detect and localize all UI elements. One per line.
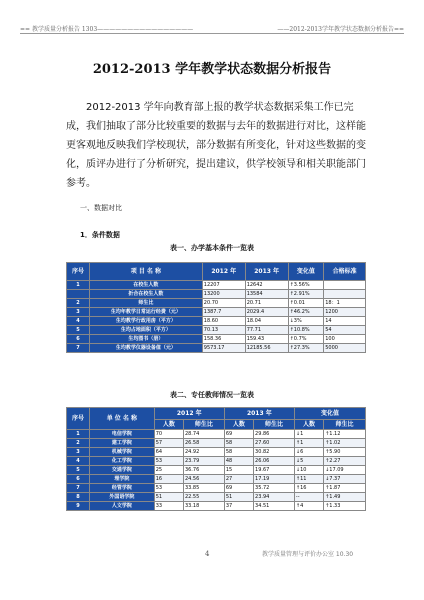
table-row (67, 439, 366, 448)
table-cell: 20.71 (245, 299, 288, 308)
table-cell: ↑0.01 (288, 299, 324, 308)
table-row (67, 344, 366, 353)
table-cell: 158.36 (202, 335, 245, 344)
table-cell: ↑1.87 (324, 484, 366, 493)
table-cell: 27.60 (254, 439, 295, 448)
table-cell: 23.94 (254, 493, 295, 502)
table-cell: 70 (154, 430, 183, 439)
table-header-row (67, 263, 366, 281)
sub-header: 人数 (154, 420, 183, 430)
table-cell: 26.06 (254, 457, 295, 466)
table-cell: 29.86 (254, 430, 295, 439)
table-cell: ↑46.2% (288, 308, 324, 317)
table-cell: ↑0.7% (288, 335, 324, 344)
table-cell: ↑11 (294, 475, 323, 484)
table-cell: 69 (224, 484, 253, 493)
table-cell: 64 (154, 448, 183, 457)
table-cell: 2029.4 (245, 308, 288, 317)
row-number-cell (67, 290, 90, 299)
table-cell: 14 (324, 317, 366, 326)
table-row (67, 335, 366, 344)
table-row (67, 484, 366, 493)
row-label-cell: 经管学院 (90, 484, 155, 493)
section-heading: 一、数据对比 (80, 204, 122, 212)
table-row (67, 457, 366, 466)
table-cell (324, 290, 366, 299)
table-cell: 77.71 (245, 326, 288, 335)
table-cell: ↓10 (294, 466, 323, 475)
table-row (67, 290, 366, 299)
table-cell: 5000 (324, 344, 366, 353)
table-cell: 9573.17 (202, 344, 245, 353)
page-title: 2012-2013 学年教学状态数据分析报告 (92, 62, 332, 77)
row-label-cell: 化工学院 (90, 457, 155, 466)
table-cell: 20.70 (202, 299, 245, 308)
table-cell: 19.67 (254, 466, 295, 475)
col-header: 序号 (67, 263, 90, 281)
table-cell: ↑4 (294, 502, 323, 511)
table-cell: 18.60 (202, 317, 245, 326)
table-cell: ↓5 (294, 457, 323, 466)
row-label-cell: 外国语学院 (90, 493, 155, 502)
page-header (20, 24, 404, 34)
footer-text: 教学质量管理与评价办公室 10.30 (262, 551, 354, 558)
table-cell: 58 (224, 448, 253, 457)
header-right: ——2012-2013学年教学状态数据分析报告== (277, 26, 404, 33)
header-left: == 教学质量分析报告 1303———————————————— (20, 26, 194, 33)
table-cell: 37 (224, 502, 253, 511)
intro-paragraph: 2012-2013 学年向教育部上报的教学状态数据采集工作已完成，我们抽取了部分比较重要的数据与去年的数据进行对比，这样能更客观地反映我们学校现状，部分数据有所变化，针对这些数据的变化，质评办进行了分析研究，提出建议，供学校领导和相关职能部门参考。 (66, 102, 366, 189)
table-row (67, 502, 366, 511)
row-label-cell: 师生比 (90, 299, 203, 308)
col-header: 2012 年 (154, 408, 224, 420)
table-cell: ↑10.8% (288, 326, 324, 335)
table-cell: 28.74 (183, 430, 224, 439)
table-cell: 22.55 (183, 493, 224, 502)
table-cell: 100 (324, 335, 366, 344)
table-cell: 36.76 (183, 466, 224, 475)
table-cell: 57 (154, 439, 183, 448)
table-cell: 23.79 (183, 457, 224, 466)
row-label-cell: 机械学院 (90, 448, 155, 457)
row-number-cell: 5 (67, 466, 90, 475)
table-cell: 26.58 (183, 439, 224, 448)
table-cell: 54 (324, 326, 366, 335)
table-cell: ↑16 (294, 484, 323, 493)
table-cell: 27 (224, 475, 253, 484)
table-cell: 15 (224, 466, 253, 475)
table-cell: 48 (224, 457, 253, 466)
row-number-cell: 7 (67, 344, 90, 353)
table-cell: 69 (224, 430, 253, 439)
table-cell: 16 (154, 475, 183, 484)
row-label-cell: 建工学院 (90, 439, 155, 448)
col-header: 2013 年 (224, 408, 294, 420)
row-label-cell: 交通学院 (90, 466, 155, 475)
row-number-cell: 2 (67, 299, 90, 308)
table-cell: ↑1 (294, 439, 323, 448)
table-cell: 17.19 (254, 475, 295, 484)
sub-header: 人数 (224, 420, 253, 430)
col-header: 序号 (67, 408, 90, 430)
col-header: 变化值 (294, 408, 365, 420)
table-cell: ↑1.33 (324, 502, 366, 511)
table-cell: ↑2.91% (288, 290, 324, 299)
table-row (67, 299, 366, 308)
table1-body (67, 281, 366, 353)
conditions-table (66, 262, 366, 353)
row-number-cell: 4 (67, 457, 90, 466)
table-cell: ↓7.37 (324, 475, 366, 484)
teachers-table (66, 407, 366, 511)
table-cell: ↓17.09 (324, 466, 366, 475)
row-label-cell: 生均教学行政用房（平方） (90, 317, 203, 326)
table-row (67, 475, 366, 484)
table-cell: 34.51 (254, 502, 295, 511)
table-cell: 13584 (245, 290, 288, 299)
table-cell: 1200 (324, 308, 366, 317)
row-label-cell: 生均图书（册） (90, 335, 203, 344)
table-cell: 33.18 (183, 502, 224, 511)
table-cell: 159.43 (245, 335, 288, 344)
col-header: 项 目 名 称 (90, 263, 203, 281)
table-row (67, 493, 366, 502)
row-number-cell: 1 (67, 430, 90, 439)
table-cell: ↑1.02 (324, 439, 366, 448)
table-cell: 51 (154, 493, 183, 502)
row-label-cell: 生均占地面积（平方） (90, 326, 203, 335)
table-cell: ↑5.90 (324, 448, 366, 457)
table-row (67, 317, 366, 326)
table-cell: 53 (154, 484, 183, 493)
table-header-row (67, 408, 366, 420)
col-header: 2012 年 (202, 263, 245, 281)
table-cell: ↑1.49 (324, 493, 366, 502)
table-cell: 70.13 (202, 326, 245, 335)
row-number-cell: 6 (67, 335, 90, 344)
col-header: 变化值 (288, 263, 324, 281)
row-number-cell: 7 (67, 484, 90, 493)
table-cell: 30.82 (254, 448, 295, 457)
table-row (67, 308, 366, 317)
table-cell: 12207 (202, 281, 245, 290)
table-cell: 35.72 (254, 484, 295, 493)
sub-header: 人数 (294, 420, 323, 430)
row-number-cell: 3 (67, 448, 90, 457)
table-cell: 13200 (202, 290, 245, 299)
table-cell: 33 (154, 502, 183, 511)
row-label-cell: 电信学院 (90, 430, 155, 439)
row-label-cell: 折合在校生人数 (90, 290, 203, 299)
table-cell: ↑1.12 (324, 430, 366, 439)
sub-header: 师生比 (183, 420, 224, 430)
table-cell: 33.85 (183, 484, 224, 493)
table-row (67, 466, 366, 475)
row-number-cell: 8 (67, 493, 90, 502)
sub-header: 师生比 (324, 420, 366, 430)
table-cell: ↑27.3% (288, 344, 324, 353)
row-number-cell: 4 (67, 317, 90, 326)
row-number-cell: 9 (67, 502, 90, 511)
row-number-cell: 1 (67, 281, 90, 290)
table1-caption: 表一、办学基本条件一览表 (170, 244, 254, 252)
table-row (67, 281, 366, 290)
table-cell: ↓6 (294, 448, 323, 457)
page-number: 4 (205, 550, 210, 558)
row-label-cell: 理学院 (90, 475, 155, 484)
table-cell: ↑2.27 (324, 457, 366, 466)
table-cell: -- (294, 493, 323, 502)
subsection-heading: 1．条件数据 (80, 231, 120, 239)
table-cell: ↑3.56% (288, 281, 324, 290)
table-cell: 51 (224, 493, 253, 502)
table-cell: ↓3% (288, 317, 324, 326)
table-cell: 12642 (245, 281, 288, 290)
table2-caption: 表二、专任教师情况一览表 (170, 391, 254, 399)
table-row (67, 448, 366, 457)
row-number-cell: 5 (67, 326, 90, 335)
sub-header: 师生比 (254, 420, 295, 430)
table-cell: 18.04 (245, 317, 288, 326)
table-cell: 1387.7 (202, 308, 245, 317)
row-label-cell: 生均年教学日常运行经费（元） (90, 308, 203, 317)
row-label-cell: 人文学院 (90, 502, 155, 511)
table-cell: 24.92 (183, 448, 224, 457)
table-cell: ↓1 (294, 430, 323, 439)
table-cell: 12185.56 (245, 344, 288, 353)
table2-body (67, 430, 366, 511)
row-number-cell: 3 (67, 308, 90, 317)
table-row (67, 326, 366, 335)
row-label-cell: 生均教学仪器设备值（元） (90, 344, 203, 353)
table-cell: 53 (154, 457, 183, 466)
table-cell: 18：1 (324, 299, 366, 308)
col-header: 单 位 名 称 (90, 408, 155, 430)
col-header: 合格标准 (324, 263, 366, 281)
table-row (67, 430, 366, 439)
table-cell: 25 (154, 466, 183, 475)
table-cell: 24.56 (183, 475, 224, 484)
table-cell: 58 (224, 439, 253, 448)
header-rule (20, 33, 404, 34)
col-header: 2013 年 (245, 263, 288, 281)
row-number-cell: 2 (67, 439, 90, 448)
row-label-cell: 在校生人数 (90, 281, 203, 290)
row-number-cell: 6 (67, 475, 90, 484)
table-cell (324, 281, 366, 290)
